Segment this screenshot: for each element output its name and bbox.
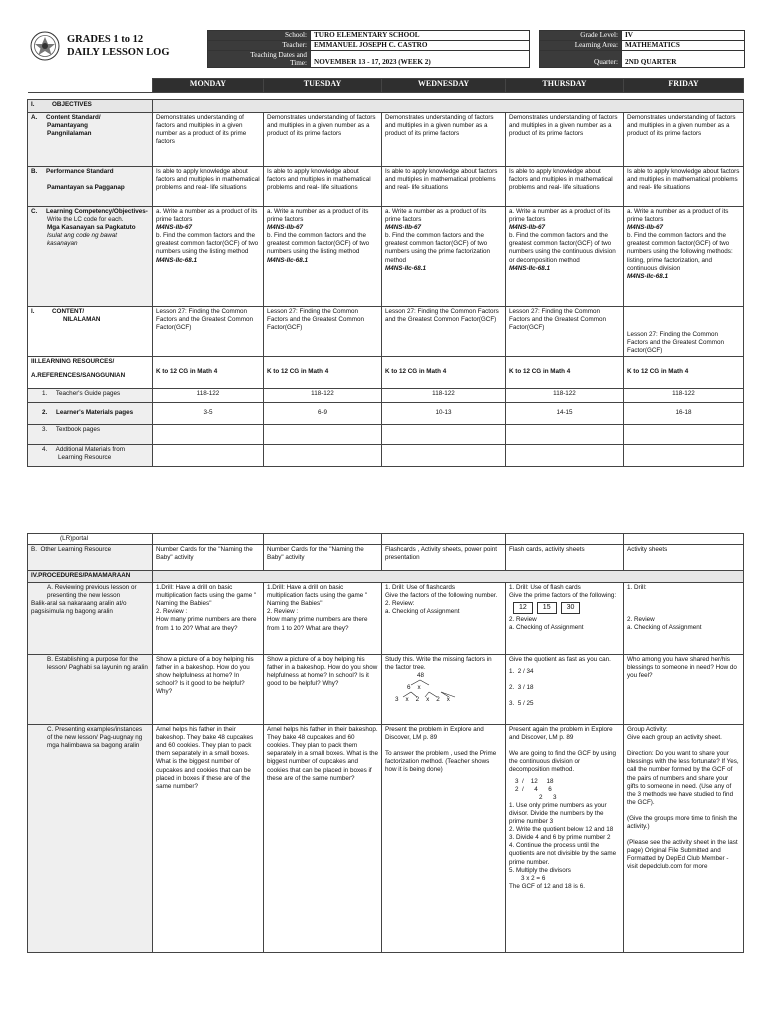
procedures-row (28, 571, 744, 583)
textbook-thursday (506, 425, 624, 445)
other-resource-monday: Number Cards for the "Naming the Baby" activity (153, 545, 264, 571)
procedures-fill (153, 571, 744, 583)
content-standard-label-1: A. Content Standard/ (31, 114, 101, 121)
group-activity-footnote: (Please see the activity sheet in the last page) Original File Submitted and Formatted by DepEd Club Member - visit depedclub.com for more (627, 839, 738, 871)
competency-tuesday-a: a. Write a number as a product of its prime factors (267, 208, 369, 224)
competency-wednesday-a: a. Write a number as a product of its prime factors (385, 208, 487, 224)
grade-value: IV (622, 31, 745, 41)
presenting-wednesday (382, 725, 506, 953)
dates-value: NOVEMBER 13 - 17, 2023 (WEEK 2) (311, 51, 530, 68)
content-standard-label (28, 113, 153, 167)
presenting-thursday-problem: Present again the problem in Explore and Discover, LM p. 89 (509, 726, 613, 742)
content-standard-wednesday: Demonstrates understanding of factors and multiples in a given number as a product of its prime factors (382, 113, 506, 167)
deped-seal-icon (30, 31, 60, 61)
document-title (67, 33, 170, 59)
competency-wednesday-b: b. Find the common factors and the greatest common factor(GCF) of two numbers using the prime factorization method (385, 232, 490, 264)
learners-materials-friday: 16-18 (624, 403, 744, 425)
presenting-thursday (506, 725, 624, 953)
teachers-guide-row (28, 389, 744, 403)
content-wednesday: Lesson 27: Finding the Common Factors and the Greatest Common Factor(GCF) (382, 307, 506, 357)
other-resource-row (28, 545, 744, 571)
presenting-tuesday: Arnel helps his father in their bakeshop. They bake 48 cupcakes and 60 cookies. They plan to pack them separately in a small boxes. What is the biggest number of cupcakes and cookies that can be placed in boxes if these are of the same number? (264, 725, 382, 953)
resources-tuesday: K to 12 CG in Math 4 (264, 357, 382, 389)
quotient-item-1: 1. 2 / 34 (509, 668, 534, 676)
review-wednesday (382, 583, 506, 655)
presenting-wednesday-method: To answer the problem , used the Prime factorization method. (Teacher shows how it is being done) (385, 750, 497, 774)
step-5-product: 3 x 2 = 6 (521, 874, 546, 882)
group-activity-time-note: (Give the groups more time to finish the activity.) (627, 814, 738, 831)
quotient-item-2: 2. 3 / 18 (509, 684, 534, 692)
flash-cards (513, 602, 620, 614)
lesson-table-part1 (27, 78, 744, 467)
review-thursday (506, 583, 624, 655)
objectives-label-text: I. OBJECTIVES (31, 101, 92, 108)
competency-label-3: Mga Kasanayan sa Pagkatuto (47, 224, 136, 232)
content-standard-tuesday: Demonstrates understanding of factors and multiples in a given number as a product of its prime factors (264, 113, 382, 167)
performance-standard-tuesday: Is able to apply knowledge about factors and multiples in mathematical problems and real- life situations (264, 167, 382, 207)
review-row (28, 583, 744, 655)
group-activity-direction: Direction: Do you want to share your blessings with the less fortunate? If Yes, call the number formed by the GCF of the pairs of numbers and share your gifts to someone in need. (Use any of the 3 methods we have studied to find the GCF). (627, 750, 739, 806)
step-3: 3. Divide 4 and 6 by prime number 2 (509, 834, 611, 842)
review-label-2: Balik-aral sa nakaraang aralin at/o pagsisimula ng bagong aralin (31, 600, 127, 616)
additional-materials-label-2: Learning Resource (58, 454, 112, 462)
division-line-1: 3 / 12 18 (515, 777, 554, 785)
title-line-1: GRADES 1 to 12 (67, 34, 144, 45)
competency-thursday-b-code: M4NS-IIc-68.1 (509, 264, 550, 272)
review-friday-review: 2. Review (627, 616, 655, 624)
content-thursday: Lesson 27: Finding the Common Factors and the Greatest Common Factor(GCF) (506, 307, 624, 357)
review-thursday-instruction: Give the prime factors of the following: (509, 592, 617, 600)
day-header-blank (28, 79, 153, 93)
performance-standard-monday: Is able to apply knowledge about factors and multiples in mathematical problems and real- life situations (153, 167, 264, 207)
document-header (27, 30, 745, 70)
portal-monday (153, 534, 264, 545)
portal-label: (LR)portal (28, 534, 153, 545)
purpose-label (28, 655, 153, 725)
competency-monday-b-code: M4NS-IIc-68.1 (156, 256, 197, 264)
purpose-row (28, 655, 744, 725)
content-standard-thursday: Demonstrates understanding of factors and multiples in a given number as a product of its prime factors (506, 113, 624, 167)
presenting-thursday-method: We are going to find the GCF by using the continuous division or decomposition method. (509, 750, 616, 774)
review-thursday-review: 2. Review (509, 616, 537, 624)
group-activity-intro: Give each group an activity sheet. (627, 734, 722, 742)
competency-tuesday-b-code: M4NS-IIc-68.1 (267, 256, 308, 264)
competency-tuesday (264, 207, 382, 307)
step-4: 4. Continue the process until the quotients are not divisible by the same prime number. (509, 842, 617, 866)
presenting-monday: Arnel helps his father in their bakeshop. They bake 48 cupcakes and 60 cookies. They plan to pack them separately in a small boxes. What is the biggest number of cupcakes and cookies that can be placed in boxes if these are of the same number? (153, 725, 264, 953)
area-value: MATHEMATICS (622, 41, 745, 51)
purpose-thursday-text: Give the quotient as fast as you can. (509, 656, 611, 664)
objectives-fill (153, 100, 744, 113)
competency-label-4: Isulat ang code ng bawat kasanayan (47, 232, 118, 248)
review-friday-assignment: a. Checking of Assignment (627, 624, 702, 632)
dates-label-line2: Time: (290, 59, 307, 67)
competency-friday-b-code: M4NS-IIc-68.1 (627, 272, 668, 280)
competency-thursday-a: a. Write a number as a product of its prime factors (509, 208, 611, 224)
school-info-table (207, 30, 530, 68)
additional-materials-monday (153, 445, 264, 467)
purpose-friday: Who among you have shared her/his blessings to someone in need? How do you feel? (624, 655, 744, 725)
competency-label (28, 207, 153, 307)
review-thursday-drill: 1. Drill: Use of flash cards (509, 584, 581, 592)
teachers-guide-tuesday: 118-122 (264, 389, 382, 403)
textbook-tuesday (264, 425, 382, 445)
grade-label: Grade Level: (540, 31, 622, 41)
review-tuesday-question: How many prime numbers are there from 1 to 20? What are they? (267, 616, 368, 632)
review-thursday-assignment: a. Checking of Assignment (509, 624, 584, 632)
gcf-result: The GCF of 12 and 18 is 6. (509, 882, 585, 890)
review-wednesday-assignment: a. Checking of Assignment (385, 608, 460, 616)
grade-info-table (539, 30, 745, 68)
quotient-item-3: 3. 5 / 25 (509, 700, 534, 708)
performance-standard-friday: Is able to apply knowledge about factors and multiples in mathematical problems and real- life situations (624, 167, 744, 207)
teacher-label: Teacher: (208, 41, 311, 51)
quarter-value: 2ND QUARTER (622, 51, 745, 68)
other-resource-thursday: Flash cards, activity sheets (506, 545, 624, 571)
content-label-2: NILALAMAN (63, 316, 101, 324)
competency-tuesday-a-code: M4NS-IIb-67 (267, 224, 304, 232)
school-value: TURO ELEMENTARY SCHOOL (311, 31, 530, 41)
textbook-friday (624, 425, 744, 445)
performance-standard-row (28, 167, 744, 207)
dates-label (208, 51, 311, 68)
competency-label-2: Write the LC code for each. (47, 216, 124, 224)
additional-materials-friday (624, 445, 744, 467)
objectives-label (28, 100, 153, 113)
additional-materials-wednesday (382, 445, 506, 467)
review-label-1: A. Reviewing previous lesson or presenting the new lesson (47, 584, 137, 600)
review-label (28, 583, 153, 655)
competency-wednesday-b-code: M4NS-IIc-68.1 (385, 264, 426, 272)
competency-monday-a-code: M4NS-IIb-67 (156, 224, 193, 232)
content-monday: Lesson 27: Finding the Common Factors and the Greatest Common Factor(GCF) (153, 307, 264, 357)
content-standard-monday: Demonstrates understanding of factors and multiples in a given number as a product of its prime factors (153, 113, 264, 167)
additional-materials-row (28, 445, 744, 467)
flash-card-12: 12 (513, 602, 533, 614)
step-1: 1. Use only prime numbers as your divisor. Divide the numbers by the prime number 3 (509, 801, 607, 826)
content-standard-label-3: Pangnilalaman (47, 130, 92, 138)
content-friday: Lesson 27: Finding the Common Factors and the Greatest Common Factor(GCF) (624, 307, 744, 357)
content-tuesday: Lesson 27: Finding the Common Factors and the Greatest Common Factor(GCF) (264, 307, 382, 357)
dates-label-line1: Teaching Dates and (250, 51, 307, 59)
textbook-row (28, 425, 744, 445)
learners-materials-row (28, 403, 744, 425)
division-line-3: 2 3 (539, 793, 557, 801)
presenting-label (28, 725, 153, 953)
content-label (28, 307, 153, 357)
content-standard-friday: Demonstrates understanding of factors and multiples in a given number as a product of its prime factors (624, 113, 744, 167)
resources-label-1: III.LEARNING RESOURCES/ (31, 358, 115, 365)
spacer-cell (28, 93, 744, 100)
performance-standard-label-1: B. Performance Standard (31, 168, 114, 175)
competency-friday-a: a. Write a number as a product of its prime factors (627, 208, 729, 224)
review-tuesday-review: 2. Review : (267, 608, 299, 616)
competency-monday-b: b. Find the common factors and the greatest common factor(GCF) of two numbers using the listing method (156, 232, 259, 256)
learners-materials-wednesday: 10-13 (382, 403, 506, 425)
other-resource-tuesday: Number Cards for the "Naming the Baby" activity (264, 545, 382, 571)
teachers-guide-monday: 118-122 (153, 389, 264, 403)
competency-wednesday (382, 207, 506, 307)
school-label: School: (208, 31, 311, 41)
portal-tuesday (264, 534, 382, 545)
flash-card-15: 15 (537, 602, 557, 614)
performance-standard-wednesday: Is able to apply knowledge about factors and multiples in mathematical problems and real- life situations (382, 167, 506, 207)
textbook-wednesday (382, 425, 506, 445)
textbook-label: 3. Textbook pages (28, 425, 153, 445)
content-row (28, 307, 744, 357)
step-5: 5. Multiply the divisors (509, 866, 571, 874)
teachers-guide-wednesday: 118-122 (382, 389, 506, 403)
resources-monday: K to 12 CG in Math 4 (153, 357, 264, 389)
resources-friday: K to 12 CG in Math 4 (624, 357, 744, 389)
lesson-table-part2 (27, 533, 744, 953)
purpose-label-text: B. Establishing a purpose for the lesson/ Paghabi sa layunin ng aralin (47, 656, 148, 672)
performance-standard-label-2: Pamantayan sa Pagganap (47, 184, 125, 192)
competency-thursday (506, 207, 624, 307)
review-tuesday (264, 583, 382, 655)
performance-standard-label (28, 167, 153, 207)
review-monday-review: 2. Review : (156, 608, 188, 616)
content-standard-row (28, 113, 744, 167)
other-resource-label: B. Other Learning Resource (28, 545, 153, 571)
step-2: 2. Write the quotient below 12 and 18 (509, 826, 614, 834)
competency-friday-b: b. Find the common factors and the greatest common factor(GCF) of two numbers using the following methods: listing, prime factorization, and continuous division (627, 232, 733, 272)
purpose-wednesday (382, 655, 506, 725)
review-wednesday-review: 2. Review: (385, 600, 415, 608)
spacer-row (28, 93, 744, 100)
purpose-wednesday-text: Study this. Write the missing factors in the factor tree. (385, 656, 492, 672)
purpose-tuesday: Show a picture of a boy helping his father in a bakeshop. How do you show helpfulness at home? In school? Is it good to be helpful? Why? (264, 655, 382, 725)
factor-tree (385, 672, 502, 706)
competency-friday-a-code: M4NS-IIb-67 (627, 224, 664, 232)
review-monday-question: How many prime numbers are there from 1 to 20? What are they? (156, 616, 257, 632)
competency-wednesday-a-code: M4NS-IIb-67 (385, 224, 422, 232)
additional-materials-thursday (506, 445, 624, 467)
review-monday-drill: 1.Drill: Have a drill on basic multiplication facts using the game " Naming the Babies" (156, 584, 257, 608)
day-wednesday: WEDNESDAY (382, 79, 506, 93)
performance-standard-thursday: Is able to apply knowledge about factors and multiples in mathematical problems and real- life situations (506, 167, 624, 207)
title-line-2: DAILY LESSON LOG (67, 47, 170, 58)
resources-label (28, 357, 153, 389)
purpose-thursday (506, 655, 624, 725)
competency-label-1: C. Learning Competency/Objectives- (31, 208, 148, 215)
competency-tuesday-b: b. Find the common factors and the greatest common factor(GCF) of two numbers using the listing method (267, 232, 370, 256)
procedures-label: IV.PROCEDURES/PAMAMARAAN (28, 571, 153, 583)
additional-materials-label-1: 4. Additional Materials from (42, 446, 125, 453)
factor-tree-top: 48 (417, 672, 425, 680)
competency-friday (624, 207, 744, 307)
purpose-monday: Show a picture of a boy helping his father in a bakeshop. How do you show helpfulness at home? In school? Is it good to be helpful? Why? (153, 655, 264, 725)
presenting-wednesday-problem: Present the problem in Explore and Discover, LM p. 89 (385, 726, 484, 742)
learners-materials-monday: 3-5 (153, 403, 264, 425)
learners-materials-thursday: 14-15 (506, 403, 624, 425)
day-tuesday: TUESDAY (264, 79, 382, 93)
review-wednesday-drill: 1. Drill: Use of flashcards (385, 584, 455, 592)
day-header-row (28, 79, 744, 93)
competency-row (28, 207, 744, 307)
teachers-guide-label: 1. Teacher's Guide pages (28, 389, 153, 403)
competency-monday-a: a. Write a number as a product of its prime factors (156, 208, 258, 224)
other-resource-wednesday: Flashcards , Activity sheets, power point presentation (382, 545, 506, 571)
competency-thursday-b: b. Find the common factors and the greatest common factor(GCF) of two numbers using the continuous division or decomposition method (509, 232, 616, 264)
content-label-1: I. CONTENT/ (31, 308, 85, 315)
flash-card-30: 30 (561, 602, 581, 614)
review-tuesday-drill: 1.Drill: Have a drill on basic multiplication facts using the game " Naming the Babies" (267, 584, 368, 608)
learners-materials-tuesday: 6-9 (264, 403, 382, 425)
review-monday (153, 583, 264, 655)
portal-wednesday (382, 534, 506, 545)
learners-materials-label: 2. Learner's Materials pages (28, 403, 153, 425)
teachers-guide-friday: 118-122 (624, 389, 744, 403)
teachers-guide-thursday: 118-122 (506, 389, 624, 403)
review-friday (624, 583, 744, 655)
review-friday-drill: 1. Drill: (627, 584, 647, 592)
content-standard-label-2: Pamantayang (47, 122, 88, 130)
additional-materials-tuesday (264, 445, 382, 467)
factor-tree-middle: 6 x (407, 684, 421, 692)
resources-label-2: A.REFERENCES/SANGGUNIAN (31, 372, 126, 380)
day-monday: MONDAY (153, 79, 264, 93)
additional-materials-label (28, 445, 153, 467)
presenting-label-text: C. Presenting examples/instances of the new lesson/ Pag-uugnay ng mga halimbawa sa bagong aralin (47, 726, 143, 750)
day-friday: FRIDAY (624, 79, 744, 93)
quarter-label: Quarter: (540, 51, 622, 68)
presenting-friday (624, 725, 744, 953)
day-thursday: THURSDAY (506, 79, 624, 93)
resources-thursday: K to 12 CG in Math 4 (506, 357, 624, 389)
area-label: Learning Area: (540, 41, 622, 51)
review-wednesday-instruction: Give the factors of the following number. (385, 592, 498, 600)
competency-monday (153, 207, 264, 307)
division-line-2: 2 / 4 6 (515, 785, 552, 793)
portal-row (28, 534, 744, 545)
factor-tree-bottom: 3 x 2 x 2 x (395, 696, 450, 704)
portal-friday (624, 534, 744, 545)
resources-row (28, 357, 744, 389)
presenting-row (28, 725, 744, 953)
competency-thursday-a-code: M4NS-IIb-67 (509, 224, 546, 232)
teacher-value: EMMANUEL JOSEPH C. CASTRO (311, 41, 530, 51)
group-activity-title: Group Activity: (627, 726, 668, 734)
other-resource-friday: Activity sheets (624, 545, 744, 571)
objectives-row (28, 100, 744, 113)
portal-thursday (506, 534, 624, 545)
resources-wednesday: K to 12 CG in Math 4 (382, 357, 506, 389)
textbook-monday (153, 425, 264, 445)
